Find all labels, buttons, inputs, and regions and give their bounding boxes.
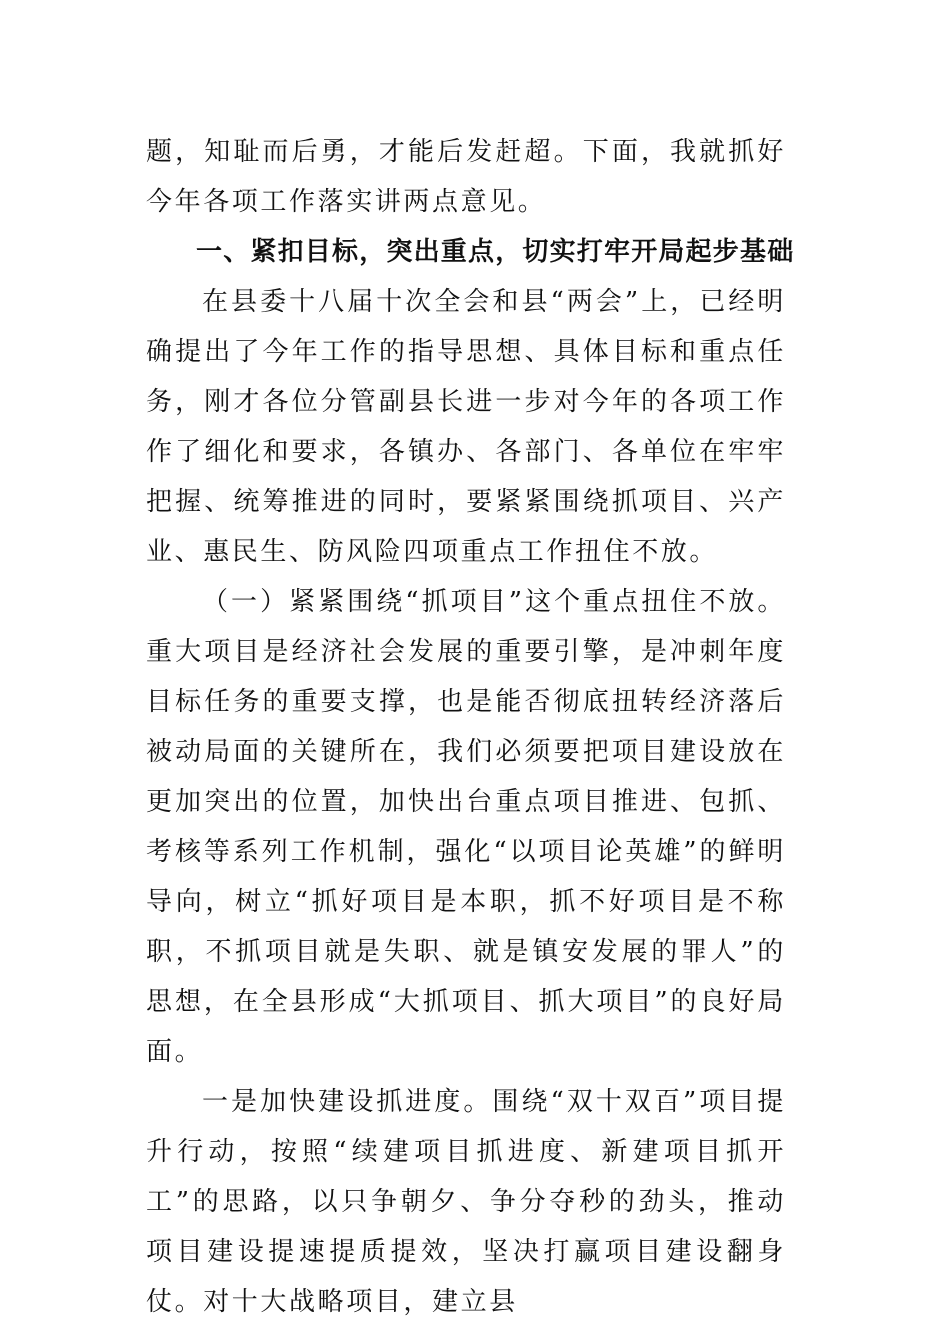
subsection-lead: （一）紧紧围绕“抓项目”这个重点扭住不放。 [202,587,786,617]
paragraph-point-1: 一是加快建设抓进度。围绕“双十双百”项目提升行动，按照“续建项目抓进度、新建项目抓开工”的思路，以只争朝夕、争分夺秒的劲头，推动项目建设提速提质提效，坚决打赢项目建设翻身仗。对十大战略项目，建立县 [146,1087,786,1317]
paragraph-continuation: 题，知耻而后勇，才能后发赶超。下面，我就抓好今年各项工作落实讲两点意见。 [146,137,786,217]
paragraph-intro: 在县委十八届十次全会和县“两会”上，已经明确提出了今年工作的指导思想、具体目标和重点任务，刚才各位分管副县长进一步对今年的各项工作作了细化和要求，各镇办、各部门、各单位在牢牢把握、统筹推进的同时，要紧紧围绕抓项目、兴产业、惠民生、防风险四项重点工作扭住不放。 [146,287,786,567]
document-body [146,127,795,1327]
subsection-body: 重大项目是经济社会发展的重要引擎，是冲刺年度目标任务的重要支撑，也是能否彻底扭转经济落后被动局面的关键所在，我们必须要把项目建设放在更加突出的位置，加快出台重点项目推进、包抓、考核等系列工作机制，强化“以项目论英雄”的鲜明导向，树立“抓好项目是本职，抓不好项目是不称职，不抓项目就是失职、就是镇安发展的罪人”的思想，在全县形成“大抓项目、抓大项目”的良好局面。 [146,637,786,1067]
section-heading-1: 一、紧扣目标，突出重点，切实打牢开局起步基础 [196,237,795,267]
subsection-paragraph-1 [146,577,786,1077]
